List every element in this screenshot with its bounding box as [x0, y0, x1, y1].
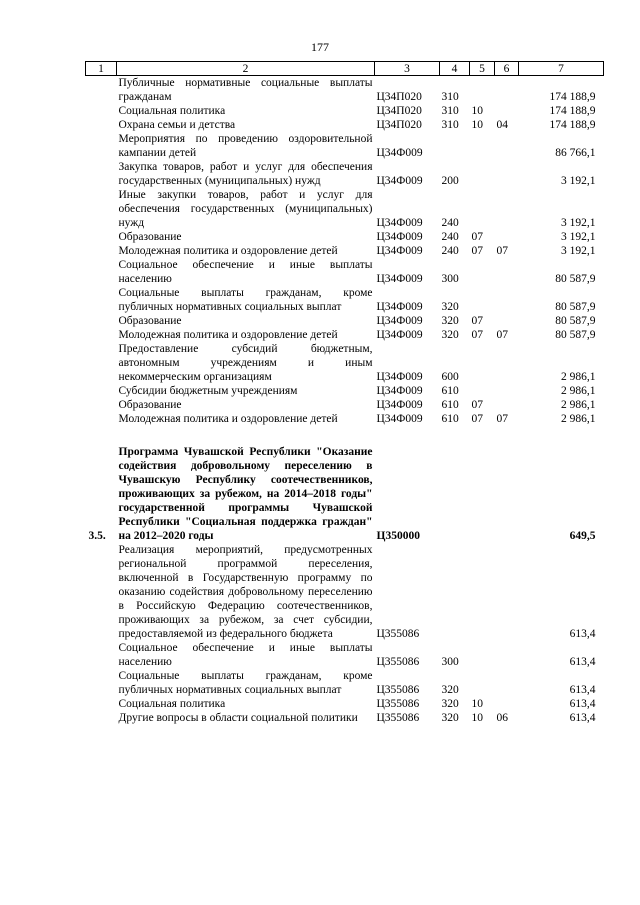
- cell-vr: 610: [441, 399, 459, 411]
- cell-pr: [495, 286, 519, 314]
- cell-rz: [470, 669, 495, 697]
- table-row: [86, 342, 604, 384]
- cell-num: [86, 398, 117, 412]
- cell-code: Ц34Ф009: [376, 245, 423, 257]
- cell-amount: 3 192,1: [561, 231, 596, 243]
- cell-pr: [495, 76, 519, 105]
- cell-code: Ц350000: [376, 530, 420, 542]
- cell-rz: [470, 132, 495, 160]
- cell-amount: 2 986,1: [561, 413, 596, 425]
- cell-rz: 10: [471, 698, 483, 710]
- cell-num: [86, 160, 117, 188]
- cell-code: Ц355086: [376, 712, 420, 724]
- cell-rz: 07: [471, 413, 483, 425]
- cell-vr: 310: [441, 105, 459, 117]
- cell-code: Ц34Ф009: [376, 301, 423, 313]
- cell-pr: [495, 445, 519, 543]
- cell-code: Ц34Ф009: [376, 399, 423, 411]
- cell-num: [86, 328, 117, 342]
- cell-code: Ц34П020: [376, 105, 422, 117]
- cell-rz: 07: [471, 329, 483, 341]
- cell-code: Ц34Ф009: [376, 231, 423, 243]
- cell-name: Публичные нормативные социальные выплаты гражданам: [118, 77, 373, 103]
- cell-vr: 300: [441, 656, 459, 668]
- table-row: [86, 445, 604, 543]
- cell-pr: [495, 314, 519, 328]
- cell-name: Социальная политика: [118, 105, 226, 117]
- table-row: [86, 76, 604, 105]
- cell-num: [86, 76, 117, 105]
- cell-num: [86, 711, 117, 725]
- header-col-6: 6: [495, 62, 519, 76]
- cell-vr: 320: [441, 712, 459, 724]
- cell-name: Молодежная политика и оздоровление детей: [118, 329, 338, 341]
- cell-amount: 174 188,9: [549, 105, 596, 117]
- cell-pr: [495, 160, 519, 188]
- cell-code: Ц355086: [376, 698, 420, 710]
- cell-rz: 10: [471, 712, 483, 724]
- table-row: [86, 711, 604, 725]
- cell-amount: 80 587,9: [555, 273, 596, 285]
- cell-amount: 3 192,1: [561, 217, 596, 229]
- table-row: [86, 244, 604, 258]
- cell-code: Ц34Ф009: [376, 413, 423, 425]
- cell-num: [86, 244, 117, 258]
- cell-vr: 200: [441, 175, 459, 187]
- cell-amount: 86 766,1: [555, 147, 596, 159]
- spacer-cell: [86, 426, 604, 445]
- table-row: [86, 188, 604, 230]
- cell-num: [86, 118, 117, 132]
- cell-code: Ц34Ф009: [376, 273, 423, 285]
- cell-num: 3.5.: [88, 530, 106, 542]
- table-row: [86, 398, 604, 412]
- cell-vr: 240: [441, 245, 459, 257]
- cell-name: Молодежная политика и оздоровление детей: [118, 413, 338, 425]
- cell-num: [86, 286, 117, 314]
- cell-amount: 80 587,9: [555, 301, 596, 313]
- cell-amount: 174 188,9: [549, 119, 596, 131]
- cell-pr: [495, 258, 519, 286]
- cell-amount: 80 587,9: [555, 315, 596, 327]
- cell-amount: 3 192,1: [561, 175, 596, 187]
- cell-name: Социальное обеспечение и иные выплаты населению: [118, 259, 373, 285]
- cell-num: [86, 104, 117, 118]
- cell-pr: [495, 342, 519, 384]
- cell-name: Образование: [118, 399, 182, 411]
- table-row: [86, 314, 604, 328]
- cell-num: [86, 258, 117, 286]
- cell-name: Образование: [118, 231, 182, 243]
- cell-name: Закупка товаров, работ и услуг для обеспечения государственных (муниципальных) нужд: [118, 161, 373, 187]
- cell-code: Ц34П020: [376, 91, 422, 103]
- cell-num: [86, 342, 117, 384]
- cell-code: Ц34П020: [376, 119, 422, 131]
- cell-amount: 613,4: [569, 628, 596, 640]
- cell-amount: 3 192,1: [561, 245, 596, 257]
- cell-amount: 174 188,9: [549, 91, 596, 103]
- cell-amount: 2 986,1: [561, 385, 596, 397]
- cell-rz: 10: [471, 105, 483, 117]
- cell-pr: [495, 697, 519, 711]
- cell-name: Предоставление субсидий бюджетным, автономным учреждениям и иным некоммерческим организациям: [118, 343, 373, 383]
- table-row: [86, 118, 604, 132]
- cell-code: Ц34Ф009: [376, 217, 423, 229]
- cell-code: Ц355086: [376, 656, 420, 668]
- cell-rz: [470, 342, 495, 384]
- cell-vr: 600: [441, 371, 459, 383]
- cell-amount: 613,4: [569, 712, 596, 724]
- cell-name: Социальное обеспечение и иные выплаты населению: [118, 642, 373, 668]
- header-col-2: 2: [117, 62, 375, 76]
- cell-amount: 2 986,1: [561, 371, 596, 383]
- table-row: [86, 132, 604, 160]
- page-number: 177: [311, 40, 329, 54]
- cell-name: Социальная политика: [118, 698, 226, 710]
- table-header: [86, 62, 604, 76]
- cell-rz: [470, 445, 495, 543]
- cell-pr: 07: [496, 413, 508, 425]
- cell-rz: 10: [471, 119, 483, 131]
- cell-name: Образование: [118, 315, 182, 327]
- cell-pr: [495, 132, 519, 160]
- cell-name: Социальные выплаты гражданам, кроме публичных нормативных социальных выплат: [118, 670, 373, 696]
- table-row: [86, 258, 604, 286]
- cell-amount: 613,4: [569, 656, 596, 668]
- table-row: [86, 641, 604, 669]
- cell-rz: [470, 384, 495, 398]
- table-row: [86, 412, 604, 426]
- cell-pr: [495, 641, 519, 669]
- cell-vr: [440, 543, 470, 641]
- cell-code: Ц34Ф009: [376, 371, 423, 383]
- cell-vr: 320: [441, 329, 459, 341]
- cell-num: [86, 543, 117, 641]
- cell-name: Мероприятия по проведению оздоровительной кампании детей: [118, 133, 373, 159]
- cell-code: Ц34Ф009: [376, 175, 423, 187]
- cell-vr: 610: [441, 413, 459, 425]
- cell-num: [86, 314, 117, 328]
- table-row: [86, 669, 604, 697]
- cell-amount: 2 986,1: [561, 399, 596, 411]
- cell-vr: 240: [441, 217, 459, 229]
- cell-pr: [495, 398, 519, 412]
- cell-num: [86, 384, 117, 398]
- cell-code: Ц34Ф009: [376, 385, 423, 397]
- header-col-3: 3: [375, 62, 440, 76]
- cell-pr: 07: [496, 245, 508, 257]
- cell-vr: 320: [441, 315, 459, 327]
- cell-rz: [470, 543, 495, 641]
- cell-num: [86, 230, 117, 244]
- cell-vr: 300: [441, 273, 459, 285]
- cell-name: Реализация мероприятий, предусмотренных региональной программой переселения, включенной в Государственную программу по оказанию содействия добровольному переселению в Российскую Федерацию соотечественников, проживающих за рубежом, за счет субсидии, предоставляемой из федерального бюджета: [118, 544, 373, 640]
- cell-pr: [495, 188, 519, 230]
- table-row: [86, 286, 604, 314]
- cell-pr: 07: [496, 329, 508, 341]
- cell-num: [86, 697, 117, 711]
- cell-pr: 04: [496, 119, 508, 131]
- cell-vr: 240: [441, 231, 459, 243]
- header-col-4: 4: [440, 62, 470, 76]
- cell-vr: 610: [441, 385, 459, 397]
- cell-rz: [470, 641, 495, 669]
- cell-pr: [495, 543, 519, 641]
- cell-pr: [495, 669, 519, 697]
- cell-vr: 320: [441, 684, 459, 696]
- cell-vr: 310: [441, 119, 459, 131]
- cell-pr: [495, 384, 519, 398]
- cell-name: Иные закупки товаров, работ и услуг для обеспечения государственных (муниципальных) нужд: [118, 189, 373, 229]
- cell-amount: 613,4: [569, 698, 596, 710]
- cell-amount: 80 587,9: [555, 329, 596, 341]
- table-row: [86, 230, 604, 244]
- cell-rz: [470, 286, 495, 314]
- cell-amount: 613,4: [569, 684, 596, 696]
- spacer-row: [86, 426, 604, 445]
- header-col-7: 7: [519, 62, 604, 76]
- cell-code: Ц34Ф009: [376, 315, 423, 327]
- table-row: [86, 543, 604, 641]
- cell-pr: 06: [496, 712, 508, 724]
- cell-num: [86, 641, 117, 669]
- cell-name: Социальные выплаты гражданам, кроме публичных нормативных социальных выплат: [118, 287, 373, 313]
- table-row: [86, 384, 604, 398]
- cell-rz: 07: [471, 399, 483, 411]
- table-row: [86, 328, 604, 342]
- cell-rz: 07: [471, 315, 483, 327]
- table-row: [86, 104, 604, 118]
- cell-code: Ц355086: [376, 628, 420, 640]
- cell-vr: [440, 445, 470, 543]
- cell-num: [86, 412, 117, 426]
- cell-rz: 07: [471, 245, 483, 257]
- cell-vr: 320: [441, 698, 459, 710]
- budget-table: [85, 61, 604, 725]
- cell-vr: 310: [441, 91, 459, 103]
- header-col-5: 5: [470, 62, 495, 76]
- cell-rz: [470, 258, 495, 286]
- cell-rz: [470, 160, 495, 188]
- cell-vr: 320: [441, 301, 459, 313]
- cell-code: Ц34Ф009: [376, 147, 423, 159]
- cell-amount: 649,5: [569, 530, 596, 542]
- cell-name: Охрана семьи и детства: [118, 119, 236, 131]
- cell-rz: 07: [471, 231, 483, 243]
- header-col-1: 1: [86, 62, 117, 76]
- cell-num: [86, 669, 117, 697]
- table-body: [86, 76, 604, 726]
- cell-name: Молодежная политика и оздоровление детей: [118, 245, 338, 257]
- cell-num: [86, 132, 117, 160]
- table-row: [86, 160, 604, 188]
- cell-vr: [440, 132, 470, 160]
- cell-name: Субсидии бюджетным учреждениям: [118, 385, 298, 397]
- cell-num: [86, 188, 117, 230]
- cell-name: Программа Чувашской Республики "Оказание содействия добровольному переселению в Чувашскую Республику соотечественников, проживающих за рубежом, на 2014–2018 годы" государственной программы Чувашской Республики "Социальная поддержка граждан" на 2012–2020 годы: [118, 446, 373, 542]
- cell-pr: [495, 104, 519, 118]
- table-row: [86, 697, 604, 711]
- cell-pr: [495, 230, 519, 244]
- cell-code: Ц355086: [376, 684, 420, 696]
- cell-name: Другие вопросы в области социальной политики: [118, 712, 358, 724]
- cell-rz: [470, 188, 495, 230]
- cell-rz: [470, 76, 495, 105]
- cell-code: Ц34Ф009: [376, 329, 423, 341]
